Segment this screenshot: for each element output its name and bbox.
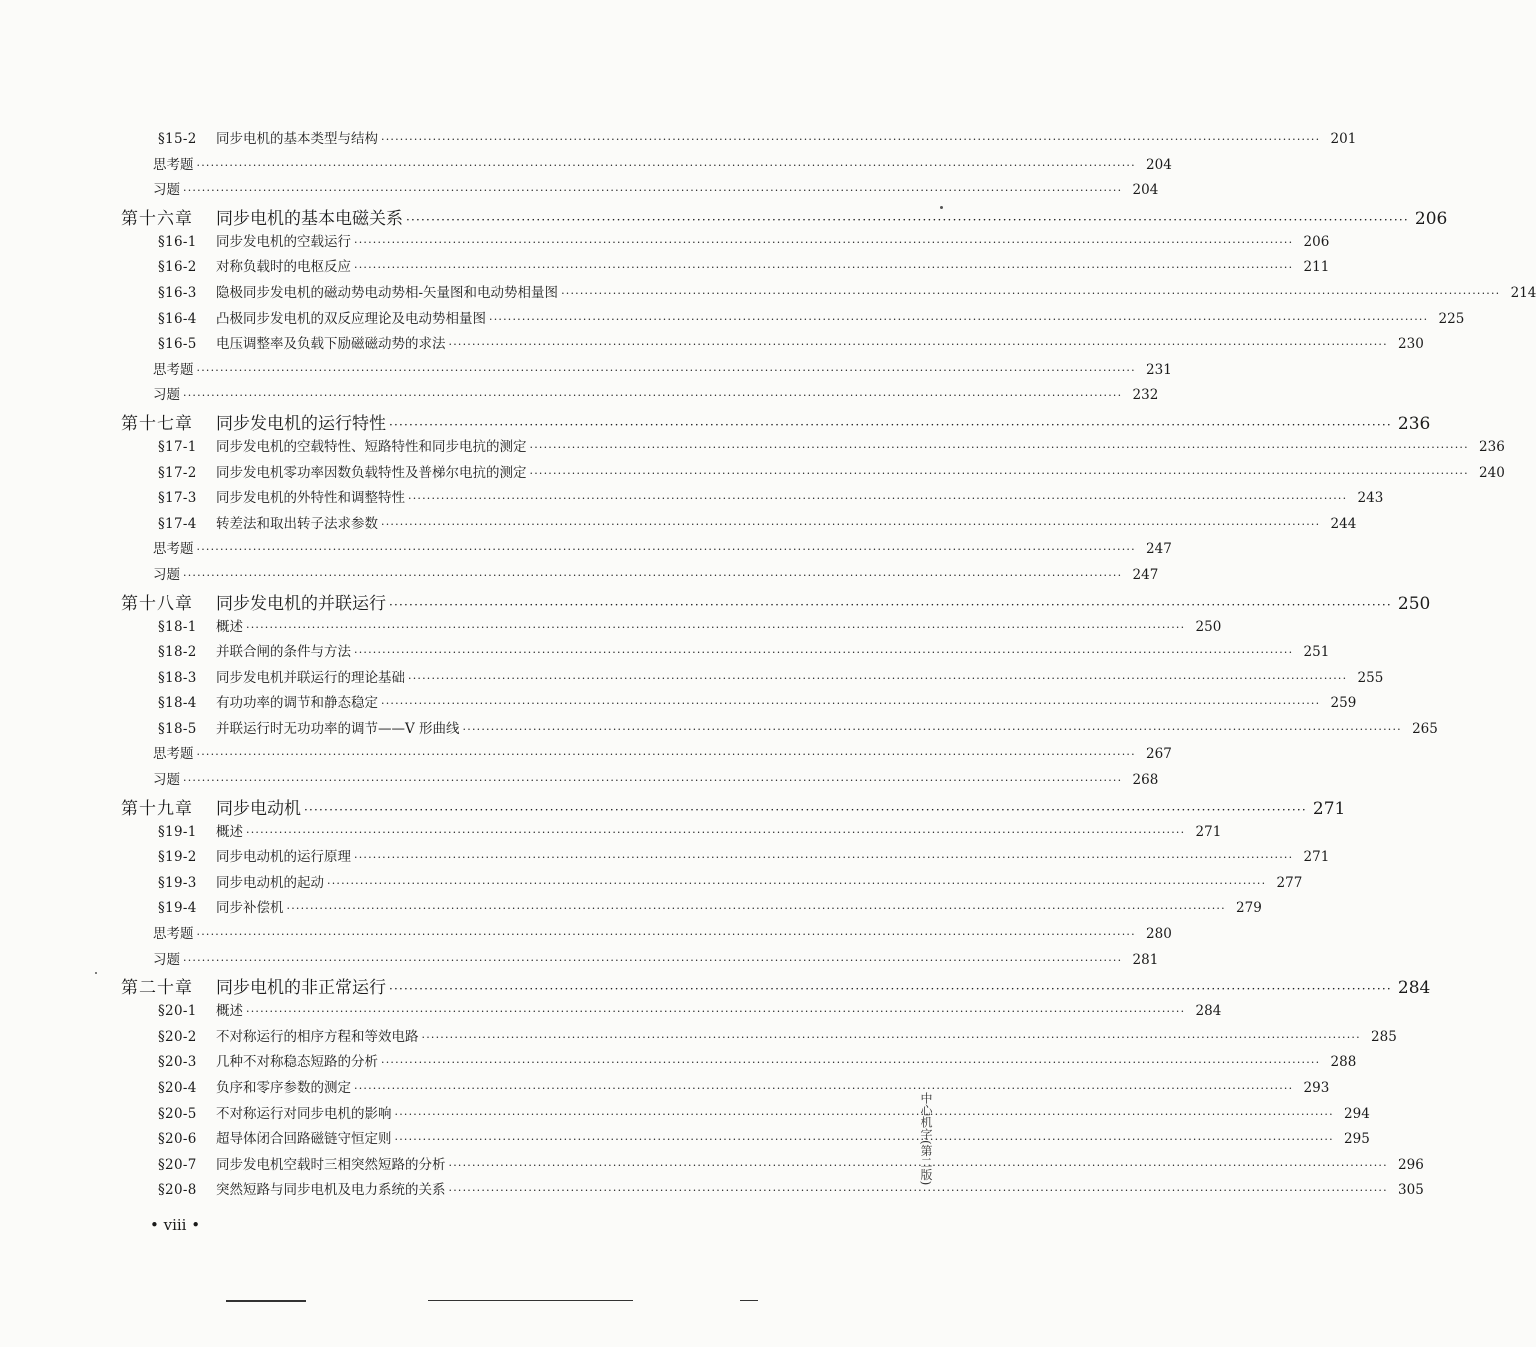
toc-entry-row (0, 1153, 1424, 1179)
toc-chapter-row (0, 589, 1431, 615)
entry-title: 同步电机的基本类型与结构 (216, 131, 378, 147)
entry-title: 凸极同步发电机的双反应理论及电动势相量图 (216, 310, 486, 327)
section-number: §20-7 (158, 1156, 197, 1173)
dot-leader: ········································································································································································································ (529, 440, 1469, 454)
section-number: §15-2 (158, 131, 197, 147)
toc-entry-row (0, 563, 1159, 589)
dot-leader: ········································································································································································································ (421, 1030, 1361, 1044)
toc-chapter-row (0, 794, 1346, 820)
entry-title: 同步电机的基本电磁关系 (216, 208, 403, 229)
entry-page-number: 204 (1132, 182, 1159, 199)
entry-title: 负序和零序参数的测定 (216, 1080, 351, 1096)
section-number: §20-8 (158, 1182, 197, 1199)
dot-leader: ········································································································································································································ (183, 953, 1123, 967)
section-number: §18-1 (158, 618, 197, 635)
dot-leader: ········································································································································································································ (394, 1133, 1334, 1147)
entry-page-number: 285 (1371, 1028, 1397, 1045)
entry-title: 概述 (216, 823, 243, 840)
toc-entry-row (0, 486, 1384, 512)
dot-leader: ········································································································································································································ (529, 466, 1469, 480)
dot-leader: ········································································································································································································ (448, 338, 1388, 352)
entry-title: 并联合闸的条件与方法 (216, 644, 351, 661)
toc-entry-row (0, 922, 1172, 948)
section-number: §18-4 (158, 695, 197, 712)
dot-leader: ········································································································································································································ (389, 982, 1392, 997)
toc-entry-row (0, 1050, 1357, 1076)
dot-leader: ········································································································································································································ (561, 286, 1501, 300)
scan-mark (226, 1300, 306, 1302)
entry-page-number: 284 (1195, 1003, 1222, 1020)
section-number: §17-3 (158, 490, 197, 507)
entry-page-number: 295 (1344, 1131, 1370, 1148)
dot-leader: ········································································································································································································ (196, 543, 1136, 557)
entry-page-number: 232 (1132, 387, 1159, 404)
section-number: §16-1 (158, 233, 197, 250)
entry-title: 思考题 (153, 156, 194, 173)
section-number: §16-2 (158, 259, 197, 276)
entry-title: 同步电动机的运行原理 (216, 849, 351, 866)
dot-leader: ········································································································································································································ (354, 1082, 1294, 1095)
toc-chapter-row (0, 409, 1431, 435)
chapter-number: 第十六章 (121, 208, 193, 229)
dot-leader: ········································································································································································································ (381, 517, 1321, 531)
entry-title: 同步发电机的空载运行 (216, 233, 351, 250)
entry-title: 隐极同步发电机的磁动势电动势相-矢量图和电动势相量图 (216, 284, 559, 301)
toc-chapter-row (0, 973, 1431, 999)
entry-title: 同步发电机并联运行的理论基础 (216, 669, 405, 686)
toc-entry-row (0, 230, 1330, 256)
chapter-number: 第二十章 (121, 978, 193, 999)
toc-entry-row (0, 1076, 1330, 1102)
toc-entry-row (0, 691, 1357, 717)
section-number: §19-1 (158, 823, 197, 840)
entry-page-number: 214 (1510, 284, 1536, 301)
dot-leader: ········································································································································································································ (183, 184, 1123, 198)
entry-page-number: 250 (1195, 618, 1222, 635)
entry-page-number: 247 (1132, 566, 1159, 583)
entry-page-number: 206 (1303, 233, 1330, 250)
scan-speck (940, 206, 943, 209)
entry-title: 电压调整率及负载下励磁磁动势的求法 (216, 336, 446, 353)
entry-page-number: 230 (1398, 336, 1424, 353)
entry-page-number: 293 (1303, 1080, 1330, 1096)
dot-leader: ········································································································································································································ (408, 671, 1348, 685)
entry-page-number: 294 (1344, 1105, 1370, 1122)
toc-entry-row (0, 332, 1424, 358)
toc-entry-row (0, 537, 1172, 563)
entry-title: 同步电机的非正常运行 (216, 978, 386, 999)
entry-page-number: 288 (1330, 1054, 1357, 1071)
entry-page-number: 279 (1236, 900, 1262, 917)
section-number: §20-4 (158, 1080, 197, 1096)
entry-page-number: 206 (1414, 208, 1448, 229)
toc-entry-row (0, 153, 1172, 179)
dot-leader: ········································································································································································································ (286, 902, 1226, 916)
toc-entry-row (0, 178, 1159, 204)
entry-title: 思考题 (153, 361, 194, 378)
entry-title: 思考题 (153, 926, 194, 943)
section-number: §20-2 (158, 1028, 197, 1045)
section-number: §18-2 (158, 644, 197, 661)
toc-entry-row (0, 435, 1505, 461)
dot-leader: ········································································································································································································ (354, 261, 1294, 275)
entry-page-number: 271 (1303, 849, 1330, 866)
dot-leader: ········································································································································································································ (354, 851, 1294, 865)
entry-title: 同步电动机 (216, 798, 301, 819)
entry-page-number: 265 (1412, 720, 1438, 737)
section-number: §18-3 (158, 669, 197, 686)
entry-page-number: 211 (1303, 259, 1330, 276)
entry-page-number: 236 (1397, 413, 1431, 434)
section-number: §17-1 (158, 438, 197, 455)
toc-entry-row (0, 1127, 1370, 1153)
entry-title: 对称负载时的电枢反应 (216, 259, 351, 276)
entry-title: 不对称运行对同步电机的影响 (216, 1105, 392, 1122)
dot-leader: ········································································································································································································ (354, 235, 1294, 249)
entry-page-number: 267 (1146, 746, 1172, 763)
entry-page-number: 271 (1312, 798, 1346, 819)
dot-leader: ········································································································································································································ (389, 597, 1392, 612)
entry-title: 并联运行时无功功率的调节——V 形曲线 (216, 720, 460, 737)
entry-page-number: 204 (1146, 156, 1172, 173)
entry-page-number: 201 (1330, 131, 1357, 147)
table-of-contents (0, 127, 1536, 1204)
section-number: §16-4 (158, 310, 197, 327)
dot-leader: ········································································································································································································ (389, 417, 1392, 432)
section-number: §19-3 (158, 874, 197, 891)
dot-leader: ········································································································································································································ (406, 212, 1409, 227)
dot-leader: ········································································································································································································ (196, 363, 1136, 377)
entry-title: 同步发电机的外特性和调整特性 (216, 490, 405, 507)
entry-title: 习题 (153, 951, 180, 968)
toc-entry-row (0, 307, 1465, 333)
entry-page-number: 296 (1398, 1156, 1424, 1173)
entry-page-number: 284 (1397, 978, 1431, 999)
entry-title: 习题 (153, 182, 180, 199)
toc-entry-row (0, 615, 1222, 641)
entry-title: 转差法和取出转子法求参数 (216, 515, 378, 532)
entry-page-number: 236 (1479, 438, 1505, 455)
entry-title: 有功功率的调节和静态稳定 (216, 695, 378, 712)
toc-entry-row (0, 281, 1536, 307)
scan-mark (740, 1300, 758, 1301)
toc-entry-row (0, 768, 1159, 794)
chapter-number: 第十七章 (121, 413, 193, 434)
toc-entry-row (0, 820, 1222, 846)
dot-leader: ········································································································································································································ (381, 697, 1321, 711)
dot-leader: ········································································································································································································ (183, 774, 1123, 788)
dot-leader: ········································································································································································································ (196, 158, 1136, 172)
toc-entry-row (0, 845, 1330, 871)
dot-leader: ········································································································································································································ (448, 1184, 1388, 1198)
section-number: §20-6 (158, 1131, 197, 1148)
dot-leader: ········································································································································································································ (381, 133, 1321, 146)
entry-title: 思考题 (153, 746, 194, 763)
dot-leader: ········································································································································································································ (354, 646, 1294, 660)
dot-leader: ········································································································································································································ (183, 568, 1123, 582)
dot-leader: ········································································································································································································ (489, 312, 1429, 326)
toc-entry-row (0, 717, 1438, 743)
dot-leader: ········································································································································································································ (196, 748, 1136, 762)
entry-title: 不对称运行的相序方程和等效电路 (216, 1028, 419, 1045)
section-number: §17-2 (158, 464, 197, 481)
dot-leader: ········································································································································································································ (183, 389, 1123, 403)
entry-page-number: 244 (1330, 515, 1357, 532)
toc-entry-row (0, 666, 1384, 692)
section-number: §16-3 (158, 284, 197, 301)
dot-leader: ········································································································································································································ (448, 1158, 1388, 1172)
toc-entry-row (0, 1102, 1370, 1128)
entry-title: 几种不对称稳态短路的分析 (216, 1054, 378, 1071)
toc-entry-row (0, 1178, 1424, 1204)
section-number: §20-1 (158, 1003, 197, 1020)
dot-leader: ········································································································································································································ (381, 1056, 1321, 1070)
entry-page-number: 251 (1303, 644, 1330, 661)
toc-entry-row (0, 896, 1262, 922)
entry-title: 同步发电机空载时三相突然短路的分析 (216, 1156, 446, 1173)
entry-page-number: 268 (1132, 772, 1159, 789)
entry-page-number: 247 (1146, 541, 1172, 558)
entry-page-number: 231 (1146, 361, 1172, 378)
dot-leader: ········································································································································································································ (196, 928, 1136, 942)
entry-title: 同步电动机的起动 (216, 874, 324, 891)
entry-page-number: 281 (1132, 951, 1159, 968)
entry-title: 突然短路与同步电机及电力系统的关系 (216, 1182, 446, 1199)
section-number: §18-5 (158, 720, 197, 737)
entry-page-number: 225 (1438, 310, 1465, 327)
entry-page-number: 271 (1195, 823, 1222, 840)
page-number: • viii • (150, 1216, 201, 1234)
section-number: §17-4 (158, 515, 197, 532)
dot-leader: ········································································································································································································ (246, 825, 1186, 839)
dot-leader: ········································································································································································································ (394, 1107, 1334, 1121)
entry-title: 超导体闭合回路磁链守恒定则 (216, 1131, 392, 1148)
margin-stamp: 中心机字(第二版) (919, 1092, 933, 1186)
scan-mark (428, 1300, 633, 1301)
toc-entry-row (0, 358, 1172, 384)
entry-page-number: 280 (1146, 926, 1172, 943)
toc-entry-row (0, 255, 1330, 281)
entry-title: 习题 (153, 566, 180, 583)
entry-page-number: 255 (1357, 669, 1384, 686)
toc-entry-row (0, 383, 1159, 409)
dot-leader: ········································································································································································································ (327, 876, 1267, 890)
entry-title: 同步发电机的空载特性、短路特性和同步电抗的测定 (216, 438, 527, 455)
scan-speck (95, 972, 97, 974)
entry-page-number: 305 (1398, 1182, 1424, 1199)
entry-title: 同步补偿机 (216, 900, 284, 917)
dot-leader: ········································································································································································································ (246, 1005, 1186, 1019)
entry-page-number: 243 (1357, 490, 1384, 507)
entry-title: 同步发电机的并联运行 (216, 593, 386, 614)
chapter-number: 第十八章 (121, 593, 193, 614)
dot-leader: ········································································································································································································ (462, 722, 1402, 736)
toc-entry-row (0, 871, 1303, 897)
toc-entry-row (0, 1025, 1397, 1051)
dot-leader: ········································································································································································································ (304, 802, 1307, 817)
entry-title: 概述 (216, 1003, 243, 1020)
toc-entry-row (0, 512, 1357, 538)
entry-title: 思考题 (153, 541, 194, 558)
section-number: §20-5 (158, 1105, 197, 1122)
entry-page-number: 250 (1397, 593, 1431, 614)
toc-entry-row (0, 999, 1222, 1025)
section-number: §19-4 (158, 900, 197, 917)
section-number: §20-3 (158, 1054, 197, 1071)
entry-page-number: 259 (1330, 695, 1357, 712)
entry-title: 概述 (216, 618, 243, 635)
entry-title: 习题 (153, 772, 180, 789)
toc-entry-row (0, 640, 1330, 666)
section-number: §16-5 (158, 336, 197, 353)
section-number: §19-2 (158, 849, 197, 866)
entry-title: 习题 (153, 387, 180, 404)
entry-page-number: 277 (1276, 874, 1303, 891)
entry-title: 同步发电机的运行特性 (216, 413, 386, 434)
dot-leader: ········································································································································································································ (408, 492, 1348, 506)
toc-entry-row (0, 948, 1159, 974)
chapter-number: 第十九章 (121, 798, 193, 819)
entry-title: 同步发电机零功率因数负载特性及普梯尔电抗的测定 (216, 464, 527, 481)
toc-chapter-row (0, 204, 1448, 230)
dot-leader: ········································································································································································································ (246, 620, 1186, 634)
entry-page-number: 240 (1479, 464, 1505, 481)
toc-entry-row (0, 127, 1357, 153)
toc-entry-row (0, 461, 1505, 487)
toc-entry-row (0, 742, 1172, 768)
